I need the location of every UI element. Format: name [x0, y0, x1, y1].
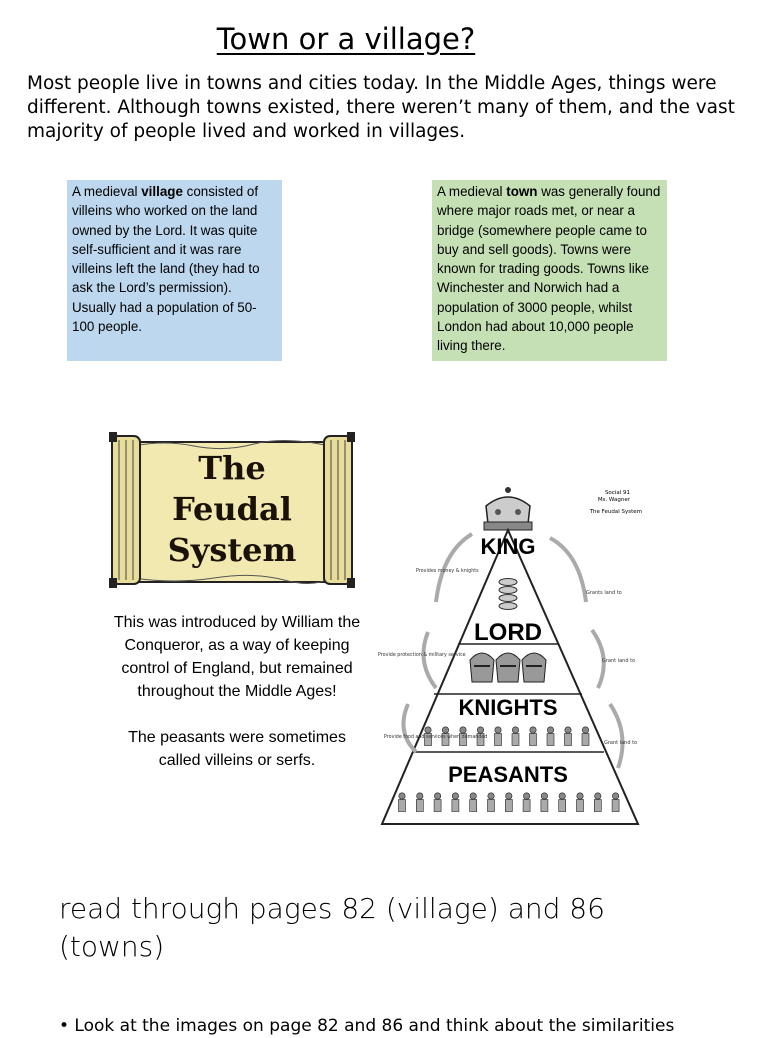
- reading-instruction: read through pages 82 (village) and 86 (towns): [59, 892, 605, 963]
- level-peasants: PEASANTS: [448, 762, 568, 787]
- diagram-header-line2: Ms. Wagner: [597, 497, 630, 503]
- feudal-pyramid-diagram: [372, 482, 662, 830]
- note-left-1: Provides money & knights: [416, 569, 479, 574]
- note-right-2: Grant land to: [602, 658, 636, 664]
- level-king: KING: [480, 534, 536, 559]
- svg-text:Provides money & knights: [416, 568, 479, 574]
- note-left-3: Provide food and services when demanded: [384, 735, 488, 740]
- note-right-3: Grant land to: [604, 740, 638, 746]
- town-keyword: town: [506, 184, 538, 199]
- diagram-header-line3: The Feudal System: [589, 509, 642, 515]
- feudal-system-scroll-image: [104, 432, 360, 588]
- note-right-1: Grants land to: [586, 590, 622, 596]
- page-title: Town or a village?: [216, 22, 476, 56]
- intro-paragraph: Most people live in towns and cities today. In the Middle Ages, things were different. Although towns existed, there weren’t many of them, and the vast majority of people lived and worked in villages.: [27, 73, 735, 142]
- svg-text:Provide protection & military: [378, 652, 466, 658]
- crown-icon: [484, 487, 532, 530]
- level-lord: LORD: [474, 619, 542, 646]
- village-info-box: [67, 180, 282, 361]
- feudal-system-note: [112, 611, 362, 772]
- note-left-2: Provide protection & military service: [378, 653, 466, 658]
- svg-text:Provide food and services when: [384, 734, 487, 740]
- feudal-note-intro: This was introduced by William the Conqueror, as a way of keeping control of England, but remained throughout the Middle Ages!: [113, 614, 361, 700]
- knight-helmets-icon: [470, 653, 546, 682]
- village-keyword: village: [141, 184, 183, 199]
- task-bullet: • Look at the images on page 82 and 86 and think about the similarities: [59, 1016, 675, 1036]
- feudal-note-peasants: The peasants were sometimes called villeins or serfs.: [128, 729, 346, 769]
- town-description: A medieval town was generally found where major roads met, or near a bridge (somewhere people came to buy and sell goods). Towns were known for trading goods. Towns like Winchester and Norwich had a population of 3000 people, whilst London had about 10,000 people living there.: [437, 184, 661, 354]
- scroll-title: The Feudal System: [167, 449, 297, 569]
- level-knights: KNIGHTS: [458, 695, 558, 720]
- village-population: Usually had a population of 50-100 people.: [72, 299, 257, 335]
- diagram-header-line1: Social 91: [604, 490, 630, 496]
- town-info-box: [432, 180, 667, 361]
- village-description: A medieval village consisted of villeins who worked on the land owned by the Lord. It was quite self-sufficient and it was rare villeins left the land (they had to ask the Lord’s permission).: [72, 184, 260, 296]
